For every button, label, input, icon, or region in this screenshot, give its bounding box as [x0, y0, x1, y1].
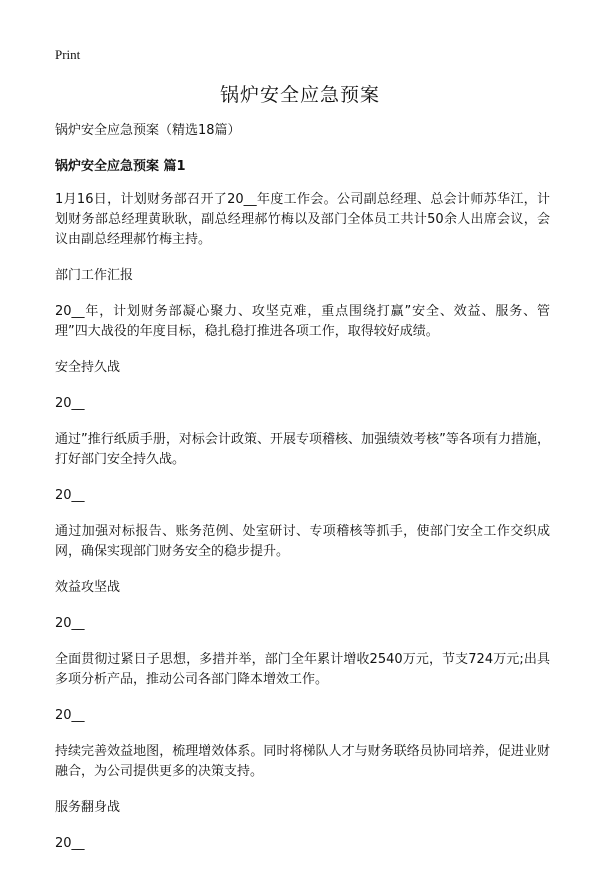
year-marker: 20__ — [55, 488, 85, 503]
paragraph-year-summary: 20__年，计划财务部凝心聚力、攻坚克难，重点围绕打赢”安全、效益、服务、管理”四大战役的年度目标，稳扎稳打推进各项工作，取得较好成绩。 — [55, 304, 550, 339]
label-efficiency-campaign: 效益攻坚战 — [55, 580, 121, 595]
paragraph-meeting-intro: 1月16日，计划财务部召开了20__年度工作会。公司副总经理、总会计师苏华江，计划财务部总经理黄耿耿，副总经理郝竹梅以及部门全体员工共计50余人出席会议，会议由副总经理郝竹梅主持。 — [55, 192, 550, 247]
year-marker: 20__ — [55, 396, 85, 411]
section-heading: 锅炉安全应急预案 篇1 — [55, 159, 186, 174]
year-marker: 20__ — [55, 616, 85, 631]
year-marker: 20__ — [55, 836, 85, 851]
year-marker: 20__ — [55, 708, 85, 723]
label-safety-campaign: 安全持久战 — [55, 360, 121, 375]
page-title: 锅炉安全应急预案 — [219, 84, 380, 106]
paragraph-safety-measures: 通过”推行纸质手册，对标会计政策、开展专项稽核、加强绩效考核”等各项有力措施，打好部门安全持久战。 — [55, 432, 550, 467]
label-service-campaign: 服务翻身战 — [55, 800, 121, 815]
paragraph-efficiency-results: 全面贯彻过紧日子思想，多措并举，部门全年累计增收2540万元，节支724万元;出具多项分析产品，推动公司各部门降本增效工作。 — [55, 652, 550, 687]
paragraph-safety-network: 通过加强对标报告、账务范例、处室研讨、专项稽核等抓手，使部门安全工作交织成网，确保实现部门财务安全的稳步提升。 — [55, 524, 550, 559]
label-department-report: 部门工作汇报 — [55, 268, 134, 283]
paragraph-efficiency-map: 持续完善效益地图，梳理增效体系。同时将梯队人才与财务联络员协同培养，促进业财融合，为公司提供更多的决策支持。 — [55, 744, 550, 779]
print-link[interactable]: Print — [55, 47, 81, 62]
document-body — [55, 121, 550, 870]
document-subtitle: 锅炉安全应急预案（精选18篇） — [55, 123, 241, 138]
